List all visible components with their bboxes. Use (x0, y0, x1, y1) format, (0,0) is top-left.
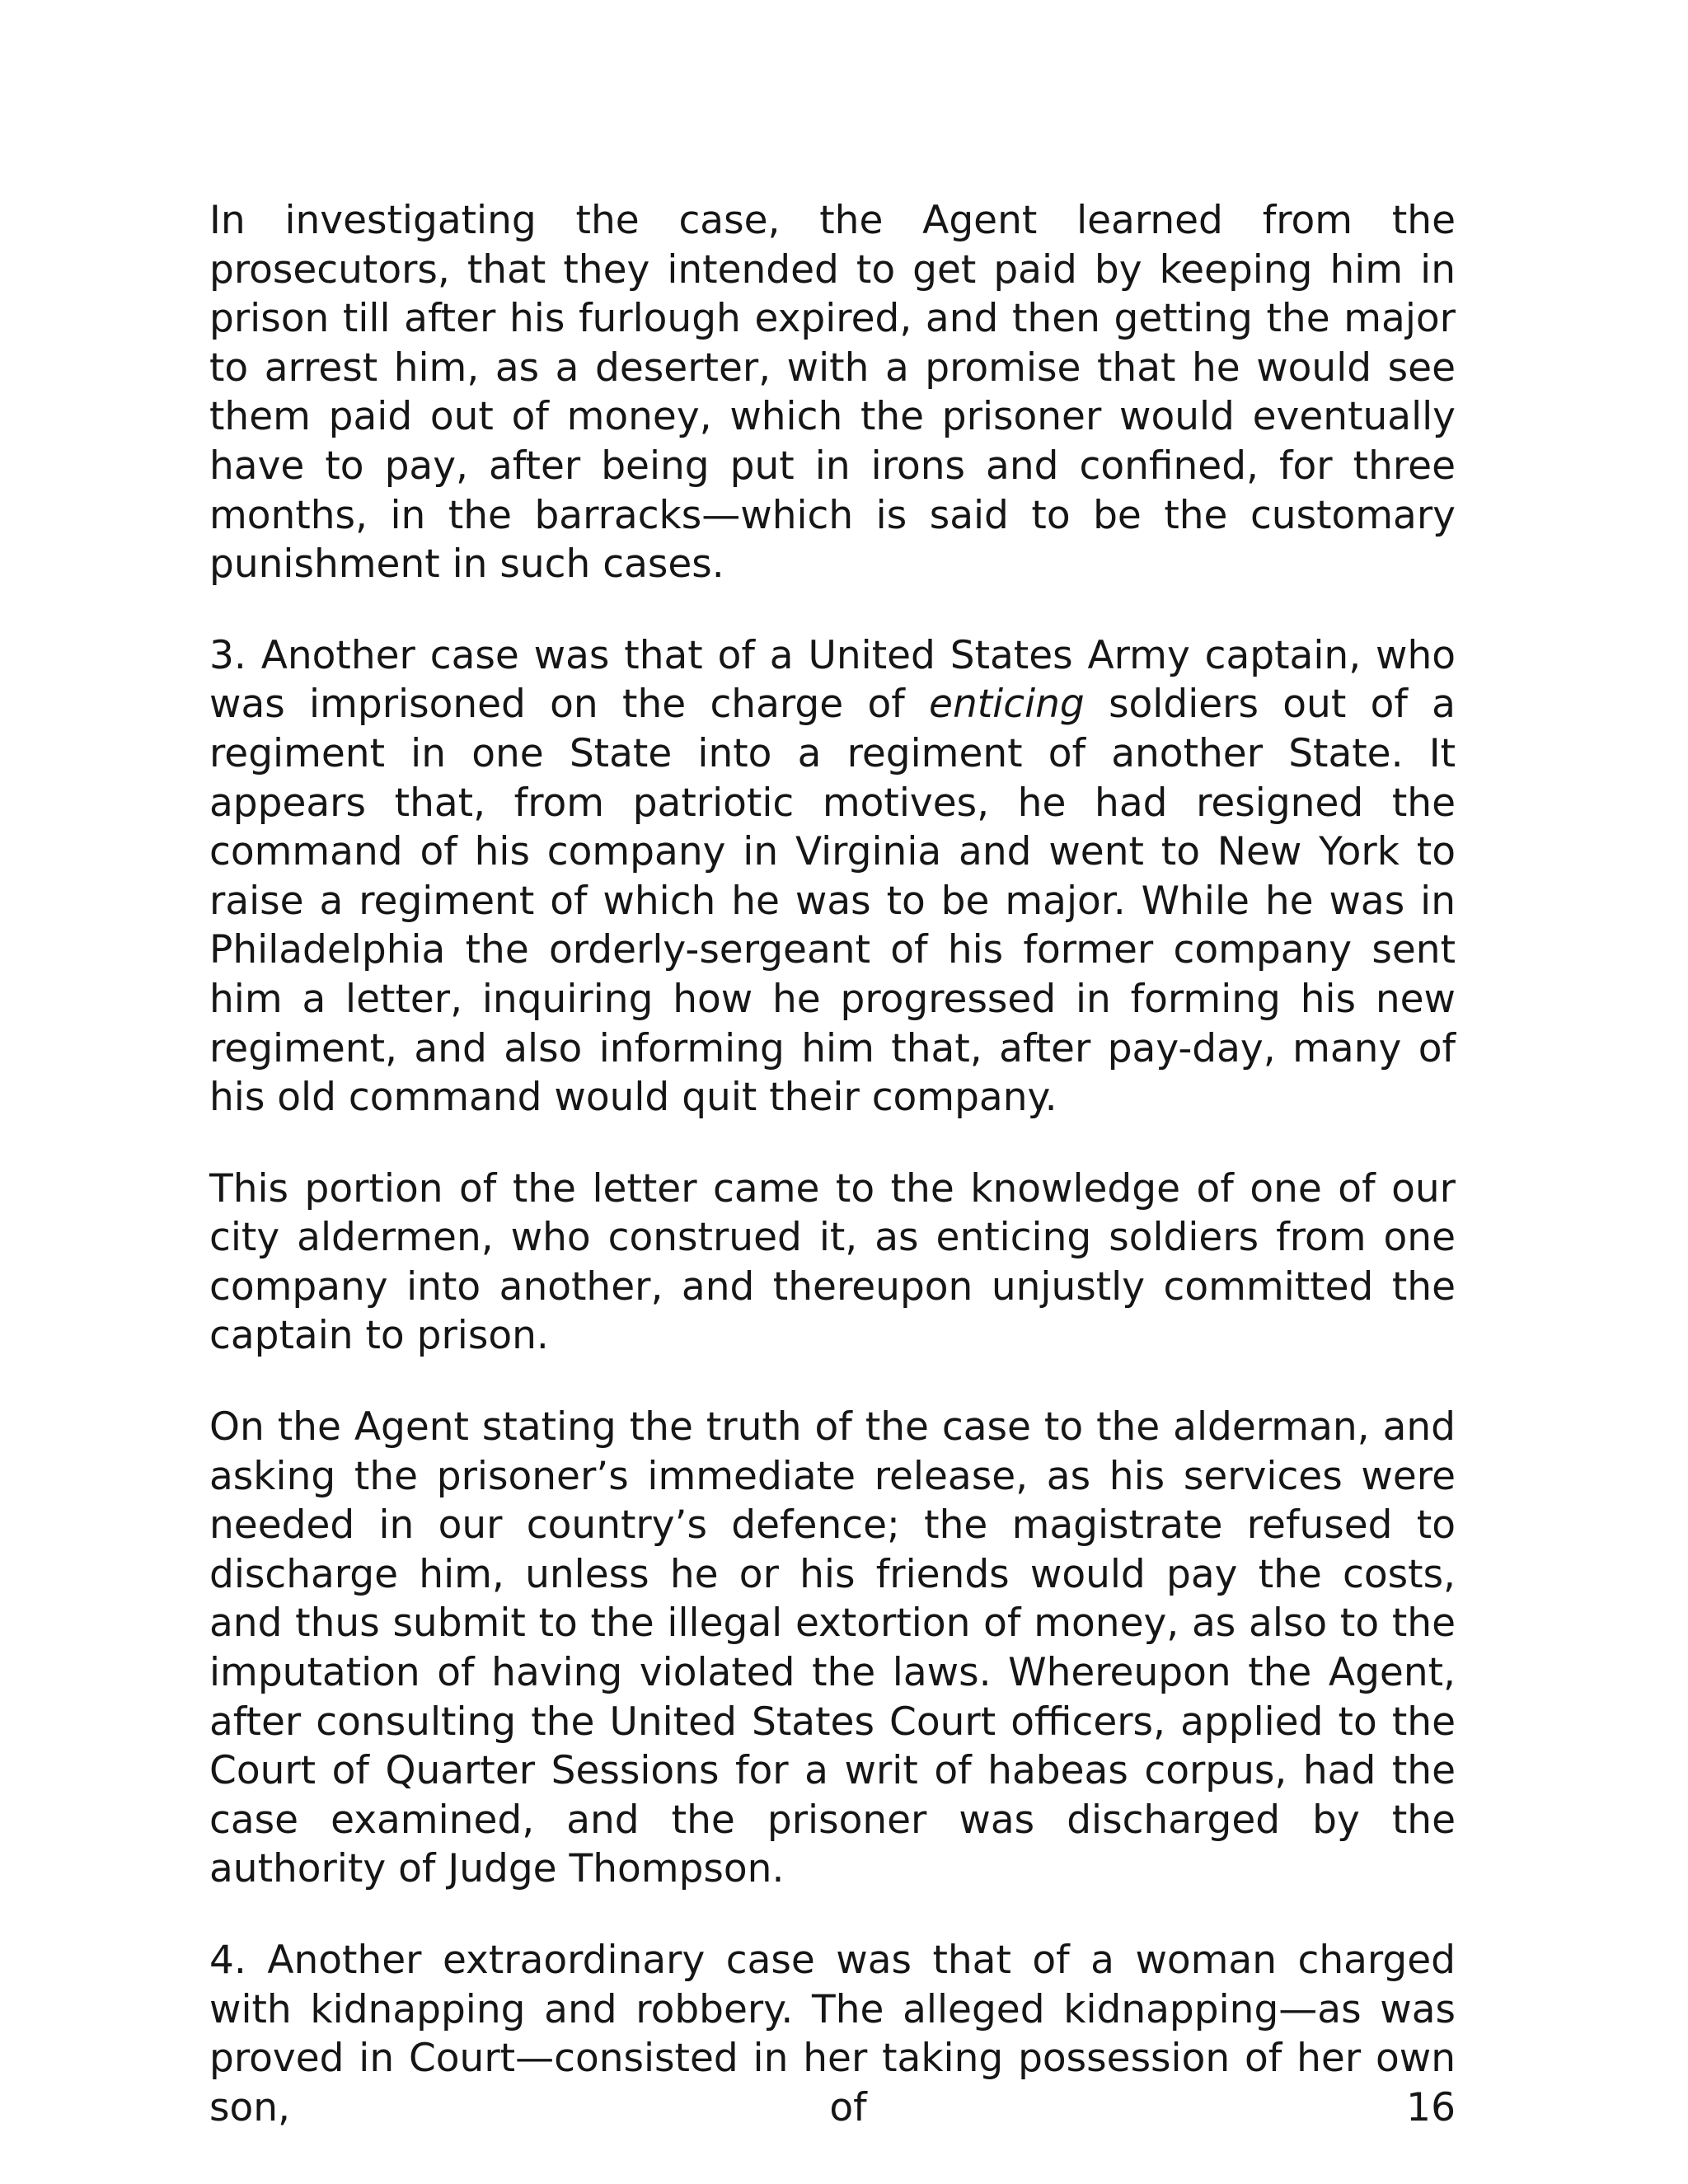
paragraph-case-4-kidnapping: 4. Another extraordinary case was that of a woman charged with kidnapping and robbery. The alleged kidnapping—as was proved in Court—consisted in her taking possession of her own son, of 16 (209, 1938, 1456, 2130)
body-text (209, 196, 1456, 2132)
paragraph-habeas-corpus: On the Agent stating the truth of the case to the alderman, and asking the prisoner’s immediate release, as his services were needed in our country’s defence; the magistrate refused to discharge him, unless he or his friends would pay the costs, and thus submit to the illegal extortion of money, as also to the imputation of having violated the laws. Whereupon the Agent, after consulting the United States Court officers, applied to the Court of Quarter Sessions for a writ of habeas corpus, had the case examined, and the prisoner was discharged by the authority of Judge Thompson. (209, 1404, 1456, 1892)
paragraph-letter-alderman: This portion of the letter came to the knowledge of one of our city aldermen, who construed it, as enticing soldiers from one company into another, and thereupon unjustly committed the captain to prison. (209, 1165, 1456, 1359)
paragraph-prosecutors: In investigating the case, the Agent learned from the prosecutors, that they intended to get paid by keeping him in prison till after his furlough expired, and then getting the major to arrest him, as a deserter, with a promise that he would see them paid out of money, which the prisoner would eventually have to pay, after being put in irons and confined, for three months, in the barracks—which is said to be the customary punishment in such cases. (209, 198, 1456, 588)
emphasis-enticing: enticing (929, 682, 1085, 728)
case-3-text-start: 3. Another case was that of a United States Army captain, who was imprisoned on the charge of (209, 632, 1456, 728)
paragraph-case-3-army-captain (209, 631, 1456, 1122)
case-3-text-end: soldiers out of a regiment in one State into a regiment of another State. It appears that, from patriotic motives, he had resigned the command of his company in Virginia and went to New York to raise a regiment of which he was to be major. While he was in Philadelphia the orderly-sergeant of his former company sent him a letter, inquiring how he progressed in forming his new regiment, and also informing him that, after pay-day, many of his old command would quit their company. (209, 682, 1456, 1121)
